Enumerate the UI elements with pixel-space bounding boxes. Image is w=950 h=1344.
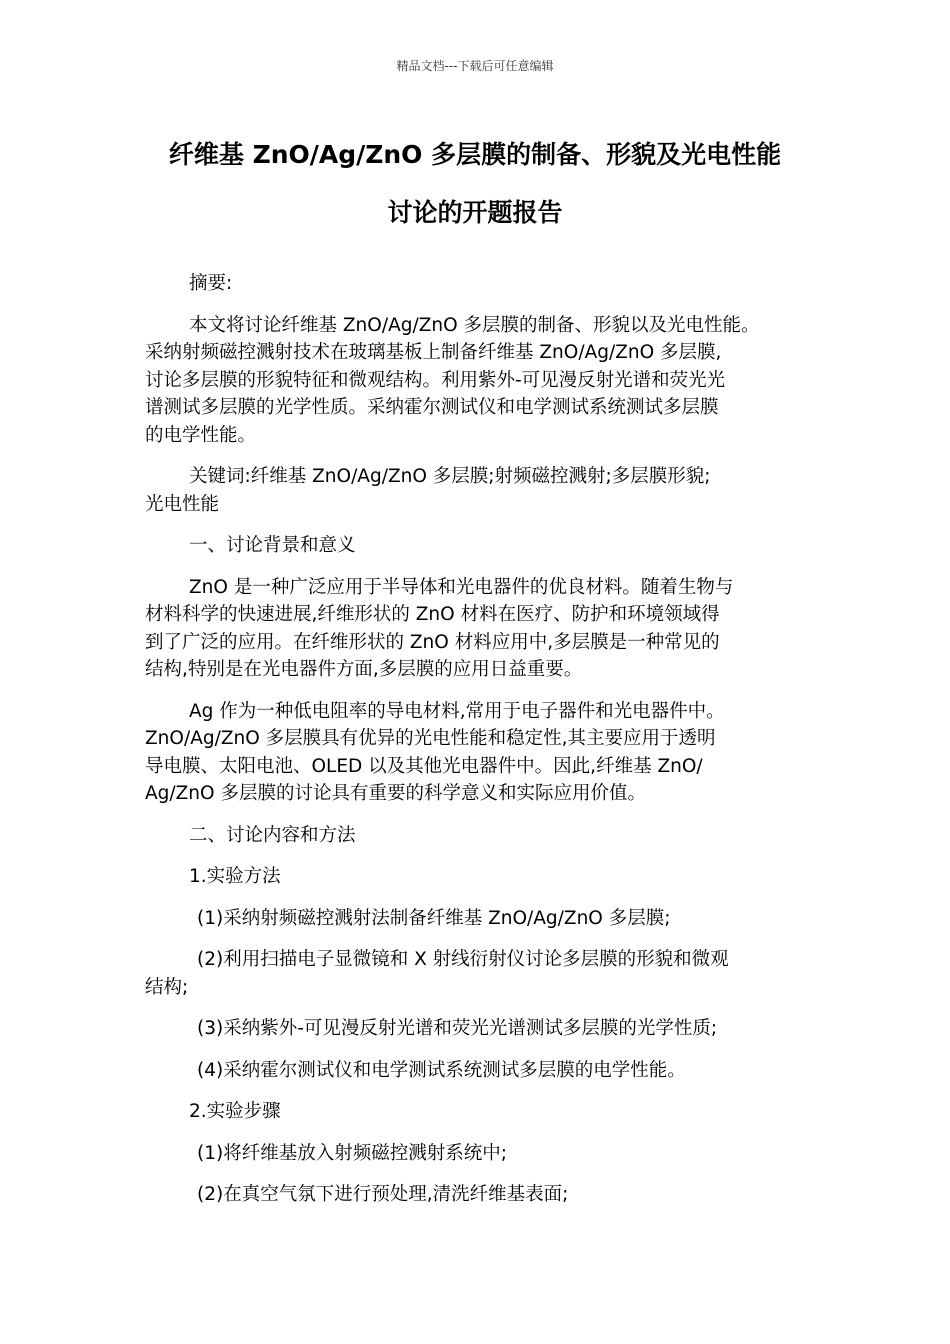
abstract-label: 摘要: bbox=[189, 273, 233, 294]
method-item-2 bbox=[145, 946, 815, 1001]
abstract-line: 本文将讨论纤维基 ZnO/Ag/ZnO 多层膜的制备、形貌以及光电性能。 bbox=[189, 314, 760, 336]
body-line: ZnO 是一种广泛应用于半导体和光电器件的优良材料。随着生物与 bbox=[189, 576, 734, 598]
section1-title: 一、讨论背景和意义 bbox=[189, 535, 356, 556]
body-line: 结构,特别是在光电器件方面,多层膜的应用日益重要。 bbox=[145, 659, 583, 680]
section1-paragraph-1 bbox=[145, 574, 815, 684]
body-line: 材料科学的快速进展,纤维形状的 ZnO 材料在医疗、防护和环境领域得 bbox=[145, 604, 720, 625]
keywords-line: 光电性能 bbox=[145, 493, 220, 515]
document-body bbox=[145, 270, 815, 1223]
abstract-label-paragraph bbox=[145, 270, 815, 298]
abstract-line: 采纳射频磁控溅射技术在玻璃基板上制备纤维基 ZnO/Ag/ZnO 多层膜, bbox=[145, 342, 722, 363]
steps-title: 2.实验步骤 bbox=[189, 1101, 281, 1122]
section1-paragraph-2 bbox=[145, 698, 815, 808]
keywords-line: 关键词:纤维基 ZnO/Ag/ZnO 多层膜;射频磁控溅射;多层膜形貌; bbox=[189, 466, 711, 487]
method-item-line: (3)采纳紫外-可见漫反射光谱和荧光光谱测试多层膜的光学性质; bbox=[197, 1018, 718, 1039]
body-line: ZnO/Ag/ZnO 多层膜具有优异的光电性能和稳定性,其主要应用于透明 bbox=[145, 728, 716, 749]
step-item-line: (2)在真空气氛下进行预处理,清洗纤维基表面; bbox=[197, 1184, 569, 1205]
method-title: 1.实验方法 bbox=[189, 866, 281, 887]
step-item-line: (1)将纤维基放入射频磁控溅射系统中; bbox=[197, 1142, 507, 1164]
steps-heading bbox=[145, 1098, 815, 1126]
section2-title: 二、讨论内容和方法 bbox=[189, 824, 356, 846]
body-line: Ag/ZnO 多层膜的讨论具有重要的科学意义和实际应用价值。 bbox=[145, 783, 646, 804]
step-item-2 bbox=[145, 1181, 815, 1209]
step-item-1 bbox=[145, 1140, 815, 1168]
abstract-line: 讨论多层膜的形貌特征和微观结构。利用紫外-可见漫反射光谱和荧光光 bbox=[145, 369, 726, 391]
body-line: 导电膜、太阳电池、OLED 以及其他光电器件中。因此,纤维基 ZnO/ bbox=[145, 755, 703, 777]
method-item-line: 结构; bbox=[145, 976, 189, 998]
method-item-4 bbox=[145, 1057, 815, 1085]
keywords-paragraph bbox=[145, 463, 815, 518]
method-item-line: (2)利用扫描电子显微镜和 X 射线衍射仪讨论多层膜的形貌和微观 bbox=[197, 949, 729, 970]
method-item-3 bbox=[145, 1015, 815, 1043]
abstract-paragraph bbox=[145, 312, 815, 450]
method-item-1 bbox=[145, 905, 815, 933]
abstract-line: 谱测试多层膜的光学性质。采纳霍尔测试仪和电学测试系统测试多层膜 bbox=[145, 397, 719, 418]
body-line: 到了广泛的应用。在纤维形状的 ZnO 材料应用中,多层膜是一种常见的 bbox=[145, 631, 720, 653]
title-line-2: 讨论的开题报告 bbox=[387, 198, 563, 227]
section1-heading bbox=[145, 532, 815, 560]
section2-heading bbox=[145, 822, 815, 850]
method-item-line: (1)采纳射频磁控溅射法制备纤维基 ZnO/Ag/ZnO 多层膜; bbox=[197, 907, 671, 929]
header-note: 精品文档---下载后可任意编辑 bbox=[396, 59, 554, 73]
method-item-line: (4)采纳霍尔测试仪和电学测试系统测试多层膜的电学性能。 bbox=[197, 1059, 686, 1081]
body-line: Ag 作为一种低电阻率的导电材料,常用于电子器件和光电器件中。 bbox=[189, 700, 725, 722]
title-line-1: 纤维基 ZnO/Ag/ZnO 多层膜的制备、形貌及光电性能 bbox=[168, 140, 782, 169]
method-heading bbox=[145, 863, 815, 891]
abstract-line: 的电学性能。 bbox=[145, 424, 257, 446]
